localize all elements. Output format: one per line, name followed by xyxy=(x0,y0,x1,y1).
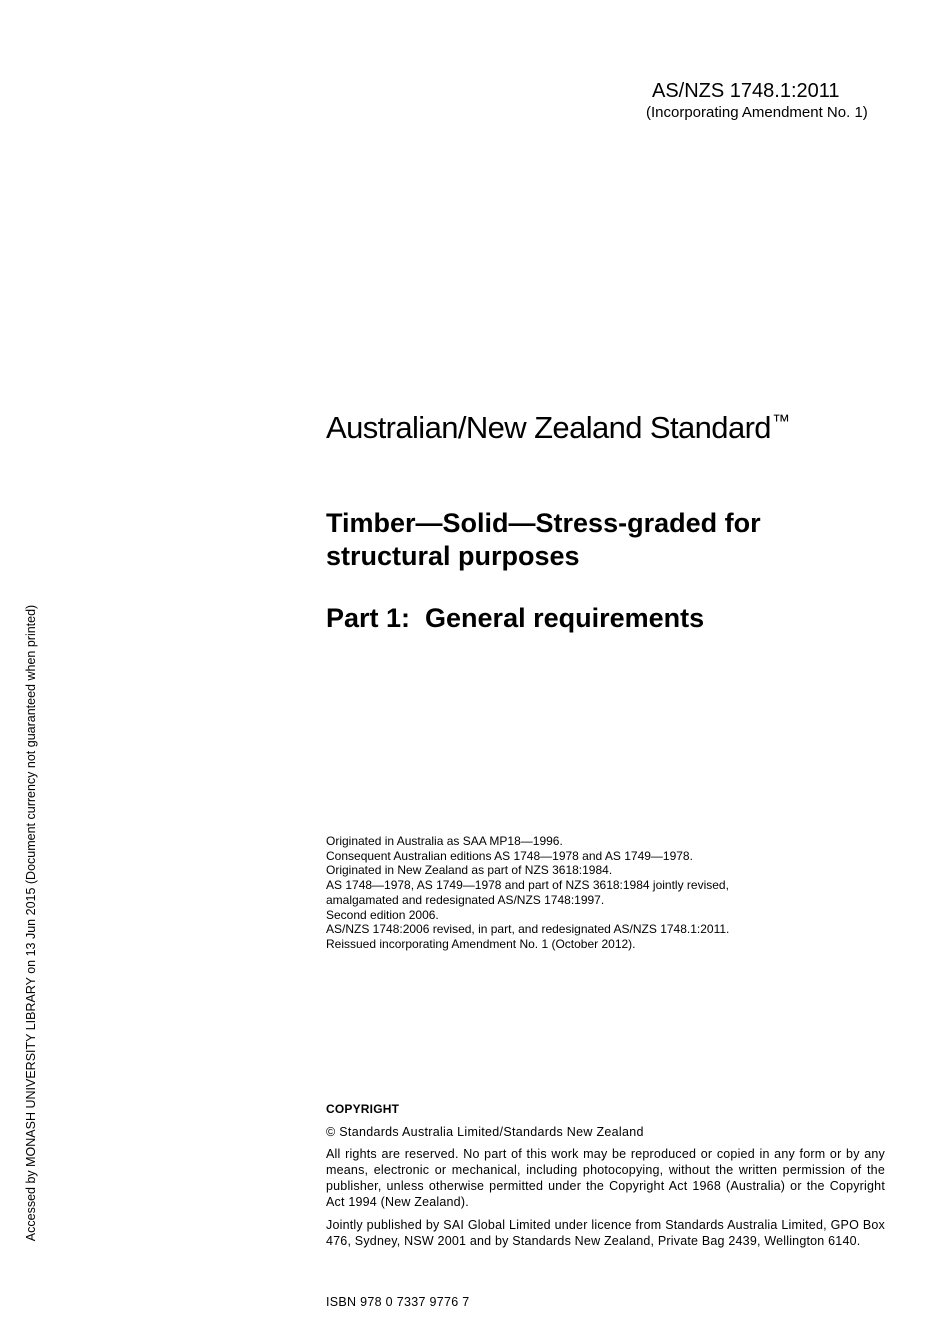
standard-series-title xyxy=(326,401,789,448)
history-line: AS 1748—1978, AS 1749—1978 and part of NZS 3618:1984 jointly revised, xyxy=(326,878,729,893)
standard-number: AS/NZS 1748.1:2011 xyxy=(652,80,840,102)
series-label: Australian/New Zealand Standard xyxy=(326,410,771,445)
history-line: amalgamated and redesignated AS/NZS 1748:1997. xyxy=(326,892,605,907)
history-line: Reissued incorporating Amendment No. 1 (October 2012). xyxy=(326,936,636,951)
publication-history xyxy=(326,834,886,952)
history-line: Second edition 2006. xyxy=(326,907,439,922)
history-line: Originated in New Zealand as part of NZS 3618:1984. xyxy=(326,863,613,878)
amendment-note: (Incorporating Amendment No. 1) xyxy=(646,104,868,121)
rights-statement: All rights are reserved. No part of this work may be reproduced or copied in any form or by any means, electronic or mechanical, including photocopying, without the written permission of the publisher, unless otherwise permitted under the Copyright Act 1968 (Australia) or the Copyright Act 1994 (New Zealand). xyxy=(326,1147,885,1209)
document-title: Timber—Solid—Stress-graded for structural purposes xyxy=(326,508,761,571)
history-line: Originated in Australia as SAA MP18—1996. xyxy=(326,834,563,848)
history-line: AS/NZS 1748:2006 revised, in part, and redesignated AS/NZS 1748.1:2011. xyxy=(326,922,730,937)
copyright-owner: © Standards Australia Limited/Standards New Zealand xyxy=(326,1125,644,1139)
history-line: Consequent Australian editions AS 1748—1978 and AS 1749—1978. xyxy=(326,848,693,863)
publisher-statement: Jointly published by SAI Global Limited under licence from Standards Australia Limited, GPO Box 476, Sydney, NSW 2001 and by Standards New Zealand, Private Bag 2439, Wellington 6140. xyxy=(326,1218,885,1248)
access-watermark: Accessed by MONASH UNIVERSITY LIBRARY on 13 Jun 2015 (Document currency not guaranteed when printed) xyxy=(24,604,38,1242)
copyright-heading: COPYRIGHT xyxy=(326,1102,400,1116)
part-title: Part 1: General requirements xyxy=(326,603,705,633)
trademark-symbol: ™ xyxy=(771,411,790,431)
isbn-number: ISBN 978 0 7337 9776 7 xyxy=(326,1295,470,1309)
